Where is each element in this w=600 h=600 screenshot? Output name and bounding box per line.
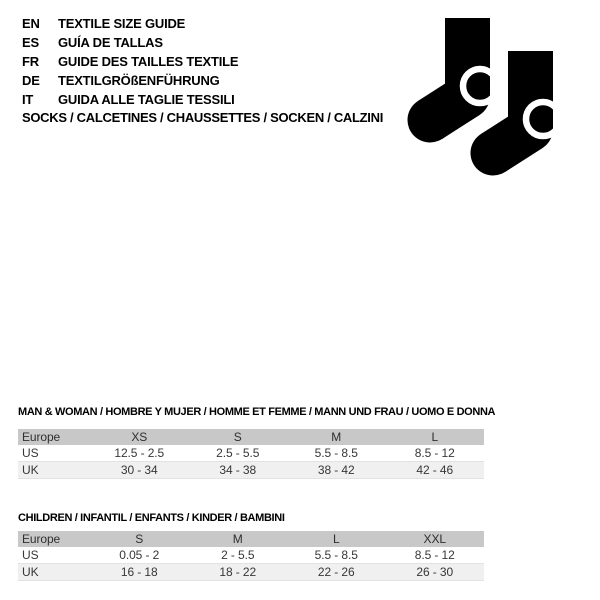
size-value: 8.5 - 12 bbox=[386, 445, 485, 462]
column-header-size: L bbox=[386, 429, 485, 445]
table-row-us bbox=[18, 445, 484, 462]
region-label: UK bbox=[18, 462, 90, 479]
table-header-row bbox=[18, 429, 484, 445]
column-header-size: S bbox=[189, 429, 288, 445]
children-size-table bbox=[18, 531, 484, 581]
table-row-uk bbox=[18, 462, 484, 479]
category-heading: SOCKS / CALCETINES / CHAUSSETTES / SOCKEN / CALZINI bbox=[22, 110, 384, 125]
size-value: 18 - 22 bbox=[189, 564, 288, 581]
table-row-us bbox=[18, 547, 484, 564]
region-label: UK bbox=[18, 564, 90, 581]
column-header-size: XS bbox=[90, 429, 189, 445]
size-value: 30 - 34 bbox=[90, 462, 189, 479]
size-value: 34 - 38 bbox=[189, 462, 288, 479]
size-value: 8.5 - 12 bbox=[386, 547, 485, 564]
table-row-uk bbox=[18, 564, 484, 581]
column-header-size: M bbox=[287, 429, 386, 445]
column-header-region: Europe bbox=[18, 429, 90, 445]
language-code: EN bbox=[22, 16, 40, 31]
size-value: 0.05 - 2 bbox=[90, 547, 189, 564]
column-header-size: S bbox=[90, 531, 189, 547]
language-title: GUÍA DE TALLAS bbox=[58, 35, 163, 50]
column-header-size: XXL bbox=[386, 531, 485, 547]
language-row-fr bbox=[22, 52, 238, 71]
language-row-it bbox=[22, 90, 238, 109]
language-list bbox=[22, 14, 238, 109]
language-code: DE bbox=[22, 73, 40, 88]
size-value: 5.5 - 8.5 bbox=[287, 547, 386, 564]
column-header-size: L bbox=[287, 531, 386, 547]
size-value: 26 - 30 bbox=[386, 564, 485, 581]
size-value: 12.5 - 2.5 bbox=[90, 445, 189, 462]
man-woman-table-title: MAN & WOMAN / HOMBRE Y MUJER / HOMME ET FEMME / MANN UND FRAU / UOMO E DONNA bbox=[18, 406, 496, 418]
size-value: 2.5 - 5.5 bbox=[189, 445, 288, 462]
size-value: 38 - 42 bbox=[287, 462, 386, 479]
size-value: 2 - 5.5 bbox=[189, 547, 288, 564]
language-title: GUIDE DES TAILLES TEXTILE bbox=[58, 54, 239, 69]
language-title: GUIDA ALLE TAGLIE TESSILI bbox=[58, 92, 235, 107]
language-row-en bbox=[22, 14, 238, 33]
region-label: US bbox=[18, 547, 90, 564]
language-code: FR bbox=[22, 54, 39, 69]
table-header-row bbox=[18, 531, 484, 547]
language-row-de bbox=[22, 71, 238, 90]
children-table-title: CHILDREN / INFANTIL / ENFANTS / KINDER / BAMBINI bbox=[18, 512, 285, 524]
socks-icon bbox=[405, 5, 577, 180]
man-woman-size-table bbox=[18, 429, 484, 479]
size-value: 5.5 - 8.5 bbox=[287, 445, 386, 462]
language-title: TEXTILGRÖßENFÜHRUNG bbox=[58, 73, 220, 88]
language-code: ES bbox=[22, 35, 39, 50]
column-header-size: M bbox=[189, 531, 288, 547]
column-header-region: Europe bbox=[18, 531, 90, 547]
size-value: 16 - 18 bbox=[90, 564, 189, 581]
language-title: TEXTILE SIZE GUIDE bbox=[58, 16, 186, 31]
region-label: US bbox=[18, 445, 90, 462]
size-value: 42 - 46 bbox=[386, 462, 485, 479]
language-row-es bbox=[22, 33, 238, 52]
size-value: 22 - 26 bbox=[287, 564, 386, 581]
language-code: IT bbox=[22, 92, 34, 107]
